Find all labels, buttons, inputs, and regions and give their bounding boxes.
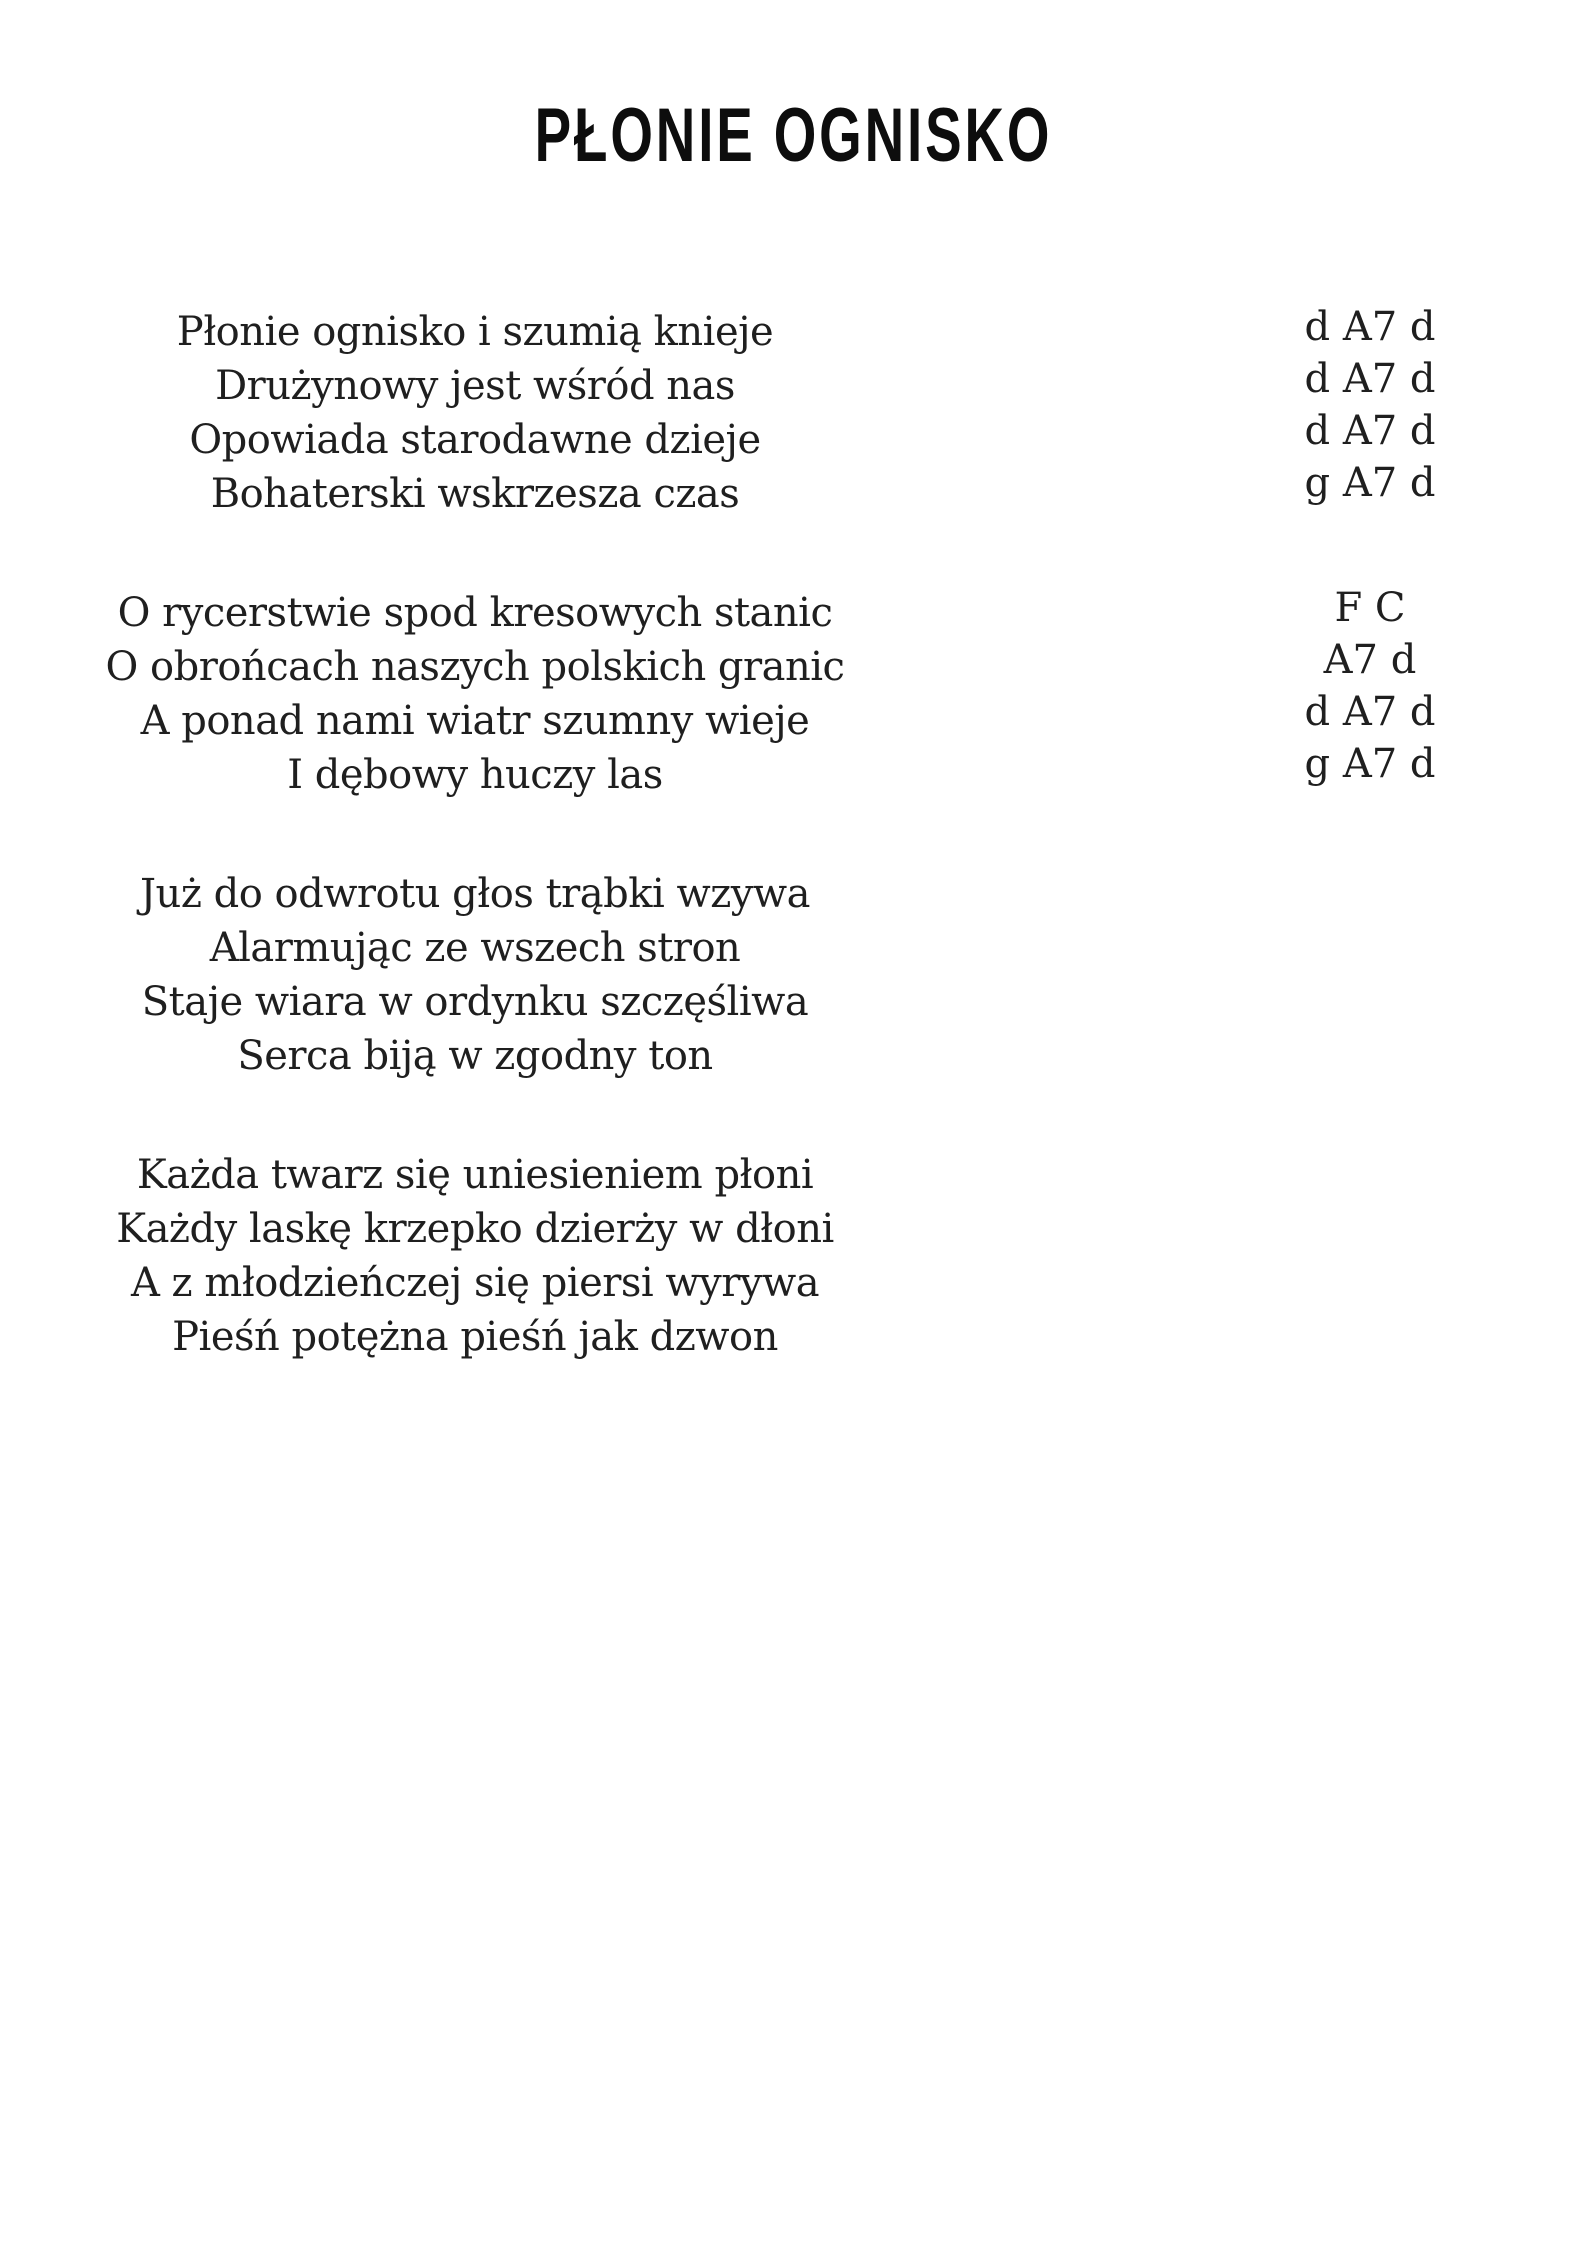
chord-line: d A7 d — [1304, 689, 1436, 735]
chord-line: d A7 d — [1304, 408, 1436, 454]
stanza-list — [0, 305, 1587, 1429]
lyric-line: Alarmując ze wszech stron — [209, 925, 741, 971]
chord-line: F C — [1334, 585, 1406, 631]
stanza — [0, 1148, 1587, 1364]
stanza — [0, 305, 1587, 521]
chord-line: g A7 d — [1304, 741, 1436, 787]
lyric-line: Już do odwrotu głos trąbki wzywa — [140, 871, 810, 917]
lyric-line: Pieśń potężna pieśń jak dzwon — [172, 1314, 778, 1360]
lyric-line: Drużynowy jest wśród nas — [215, 363, 735, 409]
lyric-line: A ponad nami wiatr szumny wieje — [140, 698, 810, 744]
lyric-line: Bohaterski wskrzesza czas — [210, 471, 740, 517]
stanza-chords — [1200, 582, 1540, 790]
stanza-lyrics — [0, 586, 950, 802]
stanza-chords — [1200, 301, 1540, 509]
lyric-line: O rycerstwie spod kresowych stanic — [117, 590, 833, 636]
lyric-line: A z młodzieńczej się piersi wyrywa — [130, 1260, 820, 1306]
lyric-line: Każda twarz się uniesieniem płoni — [136, 1152, 814, 1198]
stanza — [0, 586, 1587, 802]
lyric-line: Każdy laskę krzepko dzierży w dłoni — [116, 1206, 834, 1252]
lyric-line: O obrońcach naszych polskich granic — [105, 644, 845, 690]
lyric-line: Opowiada starodawne dzieje — [189, 417, 761, 463]
stanza-lyrics — [0, 1148, 950, 1364]
lyric-line: Staje wiara w ordynku szczęśliwa — [141, 979, 809, 1025]
lyric-line: I dębowy huczy las — [287, 752, 663, 798]
song-title: PŁONIE OGNISKO — [534, 93, 1053, 178]
chord-line: A7 d — [1323, 637, 1417, 683]
chord-line: g A7 d — [1304, 460, 1436, 506]
chord-line: d A7 d — [1304, 304, 1436, 350]
stanza-lyrics — [0, 867, 950, 1083]
chord-line: d A7 d — [1304, 356, 1436, 402]
stanza-lyrics — [0, 305, 950, 521]
lyric-line: Serca biją w zgodny ton — [237, 1033, 713, 1079]
stanza — [0, 867, 1587, 1083]
lyric-line: Płonie ognisko i szumią knieje — [176, 309, 774, 355]
